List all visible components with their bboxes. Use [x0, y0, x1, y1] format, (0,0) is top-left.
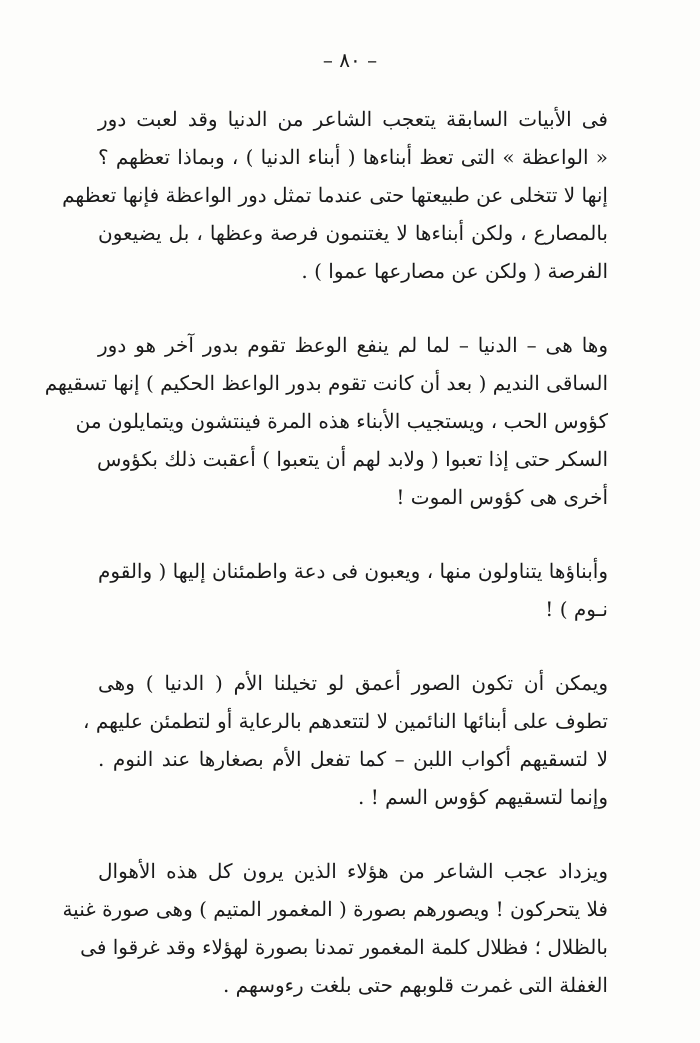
text-line: بالظلال ؛ فظلال كلمة المغمور تمدنا بصورة لهؤلاء وقد غرقوا فى — [80, 935, 608, 959]
text-line: بالمصارع ، ولكن أبناءها لا يغتنمون فرصة وعظها ، بل يضيعون — [98, 221, 608, 245]
text-line: السكر حتى إذا تعبوا ( ولابد لهم أن يتعبوا ) أعقبت ذلك بكؤوس — [96, 447, 608, 471]
text-line: فى الأبيات السابقة يتعجب الشاعر من الدنيا وقد لعبت دور — [98, 107, 608, 131]
text-line: ويزداد عجب الشاعر من هؤلاء الذين يرون كل هذه الأهوال — [98, 859, 608, 883]
page-number: – ٨٠ – — [322, 48, 378, 72]
paragraph-2 — [44, 326, 608, 516]
text-line: كؤوس الحب ، ويستجيب الأبناء هذه المرة فينتشون ويتمايلون من — [75, 409, 608, 433]
paragraph-1 — [62, 100, 608, 290]
text-line: وأبناؤها يتناولون منها ، ويعبون فى دعة واطمئنان إليها ( والقوم — [97, 559, 608, 583]
text-line: الفرصة ( ولكن عن مصارعها عموا ) . — [301, 259, 608, 283]
text-line: تطوف على أبنائها النائمين لا لتتعدهم بالرعاية أو لتطمئن عليهم ، — [83, 709, 608, 733]
text-line: أخرى هى كؤوس الموت ! — [396, 485, 608, 509]
text-line: إنها لا تتخلى عن طبيعتها حتى عندما تمثل دور الواعظة فإنها تعظهم — [62, 183, 608, 207]
text-line: نـوم ) ! — [545, 597, 608, 621]
paragraph-3 — [98, 552, 608, 628]
text-line: الغفلة التى غمرت قلوبهم حتى بلغت رءوسهم . — [222, 973, 608, 997]
text-line: ويمكن أن تكون الصور أعمق لو تخيلنا الأم ( الدنيا ) وهى — [98, 671, 608, 695]
body-text — [44, 100, 608, 1040]
text-line: وها هى – الدنيا – لما لم ينفع الوعظ تقوم بدور آخر هو دور — [98, 333, 608, 357]
text-line: لا لتسقيهم أكواب اللبن – كما تفعل الأم بصغارها عند النوم . — [98, 747, 608, 771]
text-line: الساقى النديم ( بعد أن كانت تقوم بدور الواعظ الحكيم ) إنها تسقيهم — [44, 371, 608, 395]
paragraph-4 — [83, 664, 608, 816]
text-line: « الواعظة » التى تعظ أبناءها ( أبناء الدنيا ) ، وبماذا تعظهم ؟ — [98, 145, 608, 169]
paragraph-5 — [62, 852, 608, 1004]
text-line: فلا يتحركون ! ويصورهم بصورة ( المغمور المتيم ) وهى صورة غنية — [62, 897, 608, 921]
text-line: وإنما لتسقيهم كؤوس السم ! . — [358, 785, 608, 809]
